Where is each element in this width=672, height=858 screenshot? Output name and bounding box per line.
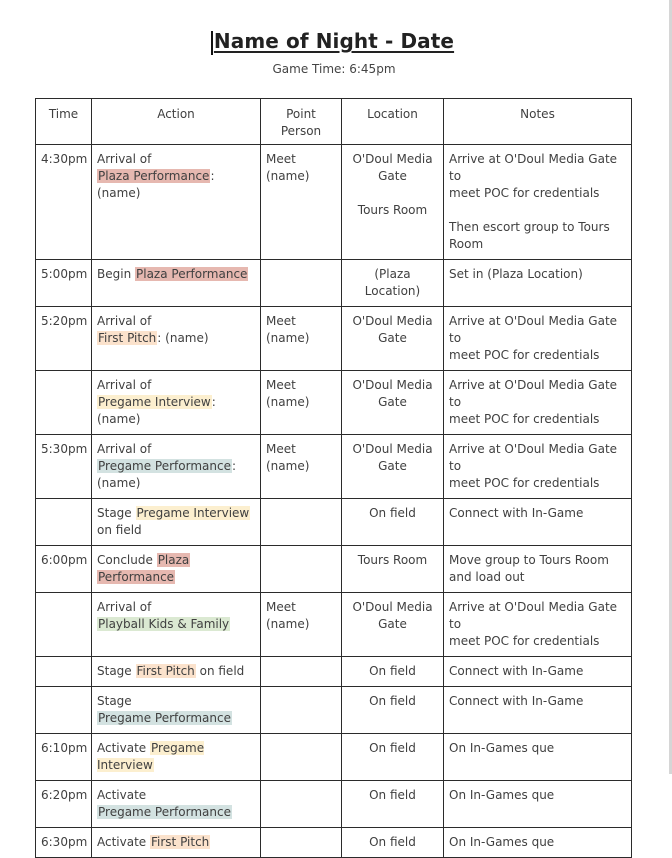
action-text: Stage xyxy=(97,664,136,678)
notes-text: On In-Games que xyxy=(449,741,555,755)
cell-time[interactable] xyxy=(36,435,92,499)
table-row xyxy=(36,828,632,858)
cell-location[interactable] xyxy=(342,145,444,260)
game-time-subtitle[interactable]: Game Time: 6:45pm xyxy=(272,62,396,76)
action-text: Arrival of xyxy=(97,600,152,614)
notes-text: Move group to Tours Room xyxy=(449,553,609,567)
cell-point-person[interactable] xyxy=(261,499,342,546)
location-text: O'Doul Media xyxy=(352,152,433,166)
action-suffix: : (name) xyxy=(157,331,209,345)
cell-notes[interactable] xyxy=(444,307,632,371)
table-row xyxy=(36,734,632,781)
cell-time[interactable] xyxy=(36,145,92,260)
header-action-text: Action xyxy=(157,107,195,121)
header-location-text: Location xyxy=(367,107,418,121)
cell-location[interactable] xyxy=(342,546,444,593)
time-text: 6:20pm xyxy=(41,788,88,802)
cell-action[interactable] xyxy=(92,260,261,307)
table-header-row xyxy=(36,99,632,145)
location-text: On field xyxy=(369,664,416,678)
cell-location[interactable] xyxy=(342,828,444,858)
cell-notes[interactable] xyxy=(444,145,632,260)
cell-time[interactable] xyxy=(36,371,92,435)
location-text: On field xyxy=(369,835,416,849)
location-text: Tours Room xyxy=(357,553,428,567)
location-text: O'Doul Media xyxy=(352,600,433,614)
cell-action[interactable] xyxy=(92,734,261,781)
cell-location[interactable] xyxy=(342,593,444,657)
cell-notes[interactable] xyxy=(444,371,632,435)
action-text: Arrival of xyxy=(97,442,152,456)
cell-time[interactable] xyxy=(36,260,92,307)
point-name: (name) xyxy=(266,331,310,345)
cell-action[interactable] xyxy=(92,781,261,828)
notes-text: Arrive at O'Doul Media Gate to xyxy=(449,378,618,409)
location-text: Tours Room xyxy=(357,203,428,217)
title-container xyxy=(0,29,668,53)
cell-notes[interactable] xyxy=(444,687,632,734)
table-row xyxy=(36,260,632,307)
highlight-pregame-interview: Pregame Interview xyxy=(97,741,205,772)
time-text: 5:20pm xyxy=(41,314,88,328)
table-row xyxy=(36,435,632,499)
highlight-pregame-performance: Pregame Performance xyxy=(98,459,231,473)
highlight-plaza-performance: Performance xyxy=(98,570,175,584)
table-row xyxy=(36,593,632,657)
cell-location[interactable] xyxy=(342,307,444,371)
action-suffix: : xyxy=(231,459,237,473)
cell-point-person[interactable] xyxy=(261,145,342,260)
notes-text: Connect with In-Game xyxy=(449,694,584,708)
cell-time[interactable] xyxy=(36,499,92,546)
highlight-plaza-performance: Plaza xyxy=(157,553,190,567)
table-row xyxy=(36,371,632,435)
highlight-first-pitch: First Pitch xyxy=(151,835,210,849)
header-notes-text: Notes xyxy=(520,107,555,121)
header-action[interactable] xyxy=(92,99,261,145)
table-row xyxy=(36,687,632,734)
cell-location[interactable] xyxy=(342,371,444,435)
cell-location[interactable] xyxy=(342,687,444,734)
time-text: 5:30pm xyxy=(41,442,88,456)
location-text: (Plaza Location) xyxy=(364,267,421,298)
notes-text: On In-Games que xyxy=(449,835,555,849)
cell-notes[interactable] xyxy=(444,734,632,781)
cell-time[interactable] xyxy=(36,546,92,593)
action-suffix: on field xyxy=(97,523,142,537)
location-text: On field xyxy=(369,741,416,755)
cell-notes[interactable] xyxy=(444,593,632,657)
cell-location[interactable] xyxy=(342,435,444,499)
cell-action[interactable] xyxy=(92,145,261,260)
notes-text: Arrive at O'Doul Media Gate to xyxy=(449,314,618,345)
action-text: Activate xyxy=(97,835,150,849)
cell-location[interactable] xyxy=(342,260,444,307)
action-suffix: on field xyxy=(195,664,245,678)
point-text: Meet xyxy=(266,378,296,392)
table-row xyxy=(36,546,632,593)
cell-location[interactable] xyxy=(342,734,444,781)
cell-time[interactable] xyxy=(36,781,92,828)
highlight-pregame-performance: Pregame Performance xyxy=(98,711,231,725)
cell-action[interactable] xyxy=(92,499,261,546)
location-text: O'Doul Media xyxy=(352,314,433,328)
notes-text: Connect with In-Game xyxy=(449,664,584,678)
cell-point-person[interactable] xyxy=(261,546,342,593)
table-row xyxy=(36,307,632,371)
cell-point-person[interactable] xyxy=(261,734,342,781)
header-time[interactable] xyxy=(36,99,92,145)
cell-location[interactable] xyxy=(342,781,444,828)
spacer xyxy=(347,185,438,202)
table-row xyxy=(36,657,632,687)
table-row xyxy=(36,145,632,260)
notes-text: Arrive at O'Doul Media Gate to xyxy=(449,152,618,183)
highlight-pregame-performance: Pregame Performance xyxy=(98,805,231,819)
action-text: Begin xyxy=(97,267,135,281)
point-text: Meet xyxy=(266,152,296,166)
header-point-person[interactable] xyxy=(261,99,342,145)
point-name: (name) xyxy=(266,617,310,631)
time-text: 4:30pm xyxy=(41,152,88,166)
cell-notes[interactable] xyxy=(444,435,632,499)
location-text: O'Doul Media xyxy=(352,442,433,456)
action-text: Activate xyxy=(97,788,147,802)
cell-time[interactable] xyxy=(36,307,92,371)
action-text: Stage xyxy=(97,694,132,708)
cell-point-person[interactable] xyxy=(261,828,342,858)
location-text: On field xyxy=(369,694,416,708)
run-of-show-table xyxy=(35,98,632,858)
notes-text: Connect with In-Game xyxy=(449,506,584,520)
cell-notes[interactable] xyxy=(444,499,632,546)
action-text: Arrival of xyxy=(97,378,152,392)
cell-point-person[interactable] xyxy=(261,781,342,828)
time-text: 6:00pm xyxy=(41,553,88,567)
action-text: Activate xyxy=(97,741,150,755)
highlight-plaza-performance: Plaza Performance xyxy=(98,169,210,183)
location-text: Gate xyxy=(378,395,407,409)
cell-point-person[interactable] xyxy=(261,687,342,734)
cell-time[interactable] xyxy=(36,657,92,687)
highlight-plaza-performance: Plaza Performance xyxy=(136,267,248,281)
cell-point-person[interactable] xyxy=(261,657,342,687)
cell-point-person[interactable] xyxy=(261,593,342,657)
location-text: Gate xyxy=(378,169,407,183)
action-suffix: (name) xyxy=(97,476,141,490)
cell-notes[interactable] xyxy=(444,828,632,858)
text-cursor xyxy=(211,31,213,55)
cell-time[interactable] xyxy=(36,593,92,657)
spacer xyxy=(449,202,626,219)
cell-action[interactable] xyxy=(92,307,261,371)
location-text: Gate xyxy=(378,331,407,345)
cell-point-person[interactable] xyxy=(261,435,342,499)
cell-point-person[interactable] xyxy=(261,307,342,371)
notes-text: Arrive at O'Doul Media Gate to xyxy=(449,442,618,473)
header-time-text: Time xyxy=(48,107,79,121)
cell-location[interactable] xyxy=(342,657,444,687)
highlight-playball-kids: Playball Kids & Family xyxy=(98,617,230,631)
location-text: O'Doul Media xyxy=(352,378,433,392)
cell-time[interactable] xyxy=(36,828,92,858)
cell-time[interactable] xyxy=(36,734,92,781)
cell-action[interactable] xyxy=(92,657,261,687)
notes-text: meet POC for credentials xyxy=(449,348,600,362)
header-location[interactable] xyxy=(342,99,444,145)
header-point-text: Point xyxy=(286,107,316,121)
location-text: On field xyxy=(369,506,416,520)
cell-notes[interactable] xyxy=(444,260,632,307)
cell-action[interactable] xyxy=(92,546,261,593)
action-suffix: : (name) xyxy=(97,395,216,426)
cell-time[interactable] xyxy=(36,687,92,734)
document-title[interactable] xyxy=(214,29,454,53)
action-suffix: : (name) xyxy=(97,169,215,200)
cell-notes[interactable] xyxy=(444,546,632,593)
notes-text: meet POC for credentials xyxy=(449,634,600,648)
cell-point-person[interactable] xyxy=(261,260,342,307)
cell-point-person[interactable] xyxy=(261,371,342,435)
highlight-pregame-interview: Pregame Interview xyxy=(136,506,250,520)
location-text: Gate xyxy=(378,617,407,631)
notes-text: On In-Games que xyxy=(449,788,555,802)
notes-text: meet POC for credentials xyxy=(449,412,600,426)
location-text: Gate xyxy=(378,459,407,473)
point-text: Meet xyxy=(266,600,296,614)
header-person-text: Person xyxy=(280,124,322,138)
notes-text: meet POC for credentials xyxy=(449,476,600,490)
notes-text: meet POC for credentials xyxy=(449,186,600,200)
time-text: 6:30pm xyxy=(41,835,88,849)
document-title-text: Name of Night - Date xyxy=(213,29,455,53)
cell-action[interactable] xyxy=(92,593,261,657)
cell-action[interactable] xyxy=(92,435,261,499)
cell-notes[interactable] xyxy=(444,657,632,687)
highlight-first-pitch: First Pitch xyxy=(136,664,195,678)
cell-action[interactable] xyxy=(92,828,261,858)
time-text: 6:10pm xyxy=(41,741,88,755)
action-text: Arrival of xyxy=(97,152,152,166)
cell-location[interactable] xyxy=(342,499,444,546)
point-name: (name) xyxy=(266,459,310,473)
point-name: (name) xyxy=(266,169,310,183)
notes-text: Set in (Plaza Location) xyxy=(449,267,583,281)
action-text: Conclude xyxy=(97,553,157,567)
cell-notes[interactable] xyxy=(444,781,632,828)
table-row xyxy=(36,499,632,546)
notes-text: Room xyxy=(449,237,484,251)
action-text: Arrival of xyxy=(97,314,152,328)
notes-text: Then escort group to Tours xyxy=(449,220,610,234)
cell-action[interactable] xyxy=(92,371,261,435)
highlight-first-pitch: First Pitch xyxy=(98,331,157,345)
point-text: Meet xyxy=(266,442,296,456)
action-text: Stage xyxy=(97,506,136,520)
table-row xyxy=(36,781,632,828)
highlight-pregame-interview: Pregame Interview xyxy=(98,395,211,409)
point-name: (name) xyxy=(266,395,310,409)
cell-action[interactable] xyxy=(92,687,261,734)
location-text: On field xyxy=(369,788,416,802)
point-text: Meet xyxy=(266,314,296,328)
notes-text: and load out xyxy=(449,570,525,584)
header-notes[interactable] xyxy=(444,99,632,145)
time-text: 5:00pm xyxy=(41,267,88,281)
notes-text: Arrive at O'Doul Media Gate to xyxy=(449,600,618,631)
